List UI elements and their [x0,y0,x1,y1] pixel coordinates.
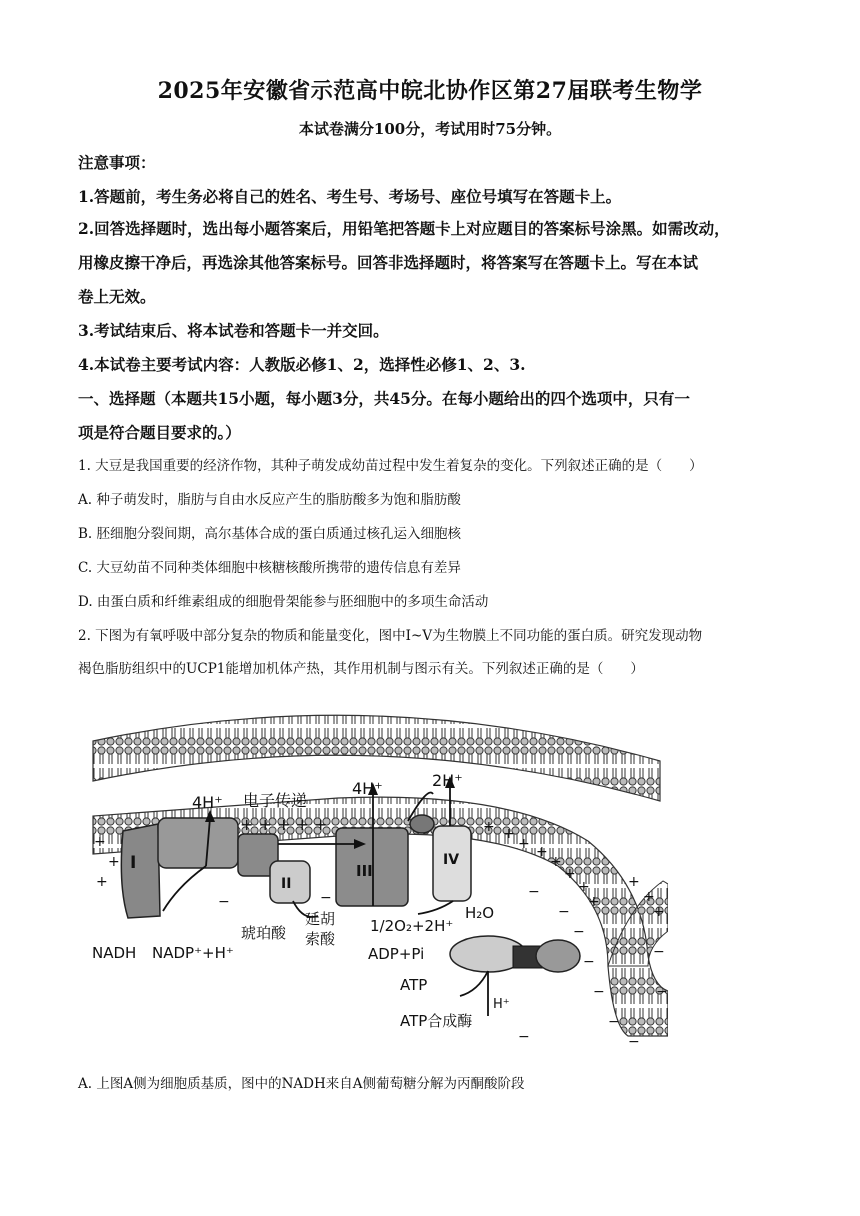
exam-title: 2025年安徽省示范高中皖北协作区第27届联考生物学 [157,78,703,104]
complex-I-arm [121,824,160,918]
svg-text:−: − [593,984,605,1000]
svg-text:+: + [628,874,640,890]
svg-text:+: + [653,904,665,920]
svg-text:+: + [518,836,530,852]
svg-text:−: − [608,1014,620,1030]
label-atp-synthase: ATP合成酶 [400,1012,473,1030]
question-2-stem-line-1: 2. 下图为有氧呼吸中部分复杂的物质和能量变化，图中Ⅰ~Ⅴ为生物膜上不同功能的蛋白质。研究发现动物 [78,628,703,644]
exam-subtitle: 本试卷满分100分，考试用时75分钟。 [298,120,562,138]
svg-text:+: + [483,819,495,835]
notice-item-4: 4.本试卷主要考试内容：人教版必修1、2，选择性必修1、2、3. [78,355,526,374]
label-fumarate-1: 延胡 [305,910,336,928]
label-nadp: NADP⁺+H⁺ [152,944,234,962]
question-1-stem: 1. 大豆是我国重要的经济作物，其种子萌发成幼苗过程中发生着复杂的变化。下列叙述正确的是（ ） [78,458,703,474]
notice-item-2-line-1: 2.回答选择题时，选出每小题答案后，用铅笔把答题卡上对应题目的答案标号涂黑。如需改动， [78,219,730,238]
label-fumarate-2: 索酸 [305,930,336,948]
respiration-membrane-figure [88,706,668,1056]
question-1-option-a: A. 种子萌发时，脂肪与自由水反应产生的脂肪酸多为饱和脂肪酸 [78,492,461,508]
complex-I-label: I [130,853,137,873]
svg-text:+: + [503,826,515,842]
complex-IV-label: IV [443,852,460,868]
section-heading-line-2: 项是符合题目要求的。） [78,423,241,442]
atp-synthase-base [536,940,580,972]
svg-text:−: − [583,954,595,970]
label-4h-left: 4H⁺ [192,793,223,812]
notice-heading: 注意事项： [78,153,156,172]
question-2-stem-line-2: 褐色脂肪组织中的UCP1能增加机体产热，其作用机制与图示有关。下列叙述正确的是（ ） [78,661,644,677]
section-heading-line-1: 一、选择题（本题共15小题，每小题3分，共45分。在每小题给出的四个选项中，只有一 [78,389,690,408]
complex-I-body [158,818,238,868]
svg-text:−: − [558,904,570,920]
label-water: H₂O [465,904,495,922]
svg-text:−: − [653,944,665,960]
cytochrome-c [410,815,434,833]
plus-row: + + + + + [240,815,328,834]
label-succinate: 琥珀酸 [241,924,287,942]
svg-text:+: + [94,834,106,850]
svg-text:+: + [550,854,562,870]
label-nadh: NADH [92,944,137,962]
label-4h-mid: 4H⁺ [352,779,383,798]
label-h-plus: H⁺ [493,997,510,1012]
svg-text:+: + [96,874,108,890]
svg-text:−: − [628,1034,640,1050]
label-oxygen: 1/2O₂+2H⁺ [370,917,454,935]
label-2h: 2H⁺ [432,771,463,790]
question-1-option-c: C. 大豆幼苗不同种类体细胞中核糖核酸所携带的遗传信息有差异 [78,560,461,576]
svg-text:−: − [656,984,668,1000]
svg-text:−: − [518,1029,530,1045]
complex-III-label: III [356,862,373,880]
notice-item-3: 3.考试结束后、将本试卷和答题卡一并交回。 [78,321,389,340]
question-1-option-d: D. 由蛋白质和纤维素组成的细胞骨架能参与胚细胞中的多项生命活动 [78,594,489,610]
label-electron-transfer: 电子传递 [243,791,308,810]
question-2-option-a: A. 上图A侧为细胞质基质，图中的NADH来自A侧葡萄糖分解为丙酮酸阶段 [78,1076,525,1092]
svg-text:+: + [564,866,576,882]
svg-text:−: − [320,890,332,906]
question-1-option-b: B. 胚细胞分裂间期，高尔基体合成的蛋白质通过核孔运入细胞核 [78,526,462,542]
label-atp: ATP [400,976,428,994]
svg-text:−: − [573,924,585,940]
svg-text:+: + [578,879,590,895]
notice-item-2-line-2: 用橡皮擦干净后，再选涂其他答案标号。回答非选择题时，将答案写在答题卡上。写在本试 [78,253,699,272]
label-adp: ADP+Pi [368,945,425,963]
membrane-diagram [88,706,668,1056]
svg-text:+: + [588,894,600,910]
svg-text:+: + [536,844,548,860]
svg-text:+: + [643,889,655,905]
complex-II-label: II [281,876,292,892]
notice-item-1: 1.答题前，考生务必将自己的姓名、考生号、考场号、座位号填写在答题卡上。 [78,187,622,206]
notice-item-2-line-3: 卷上无效。 [78,287,156,306]
svg-text:−: − [528,884,540,900]
svg-text:−: − [218,894,230,910]
svg-text:+: + [108,854,120,870]
